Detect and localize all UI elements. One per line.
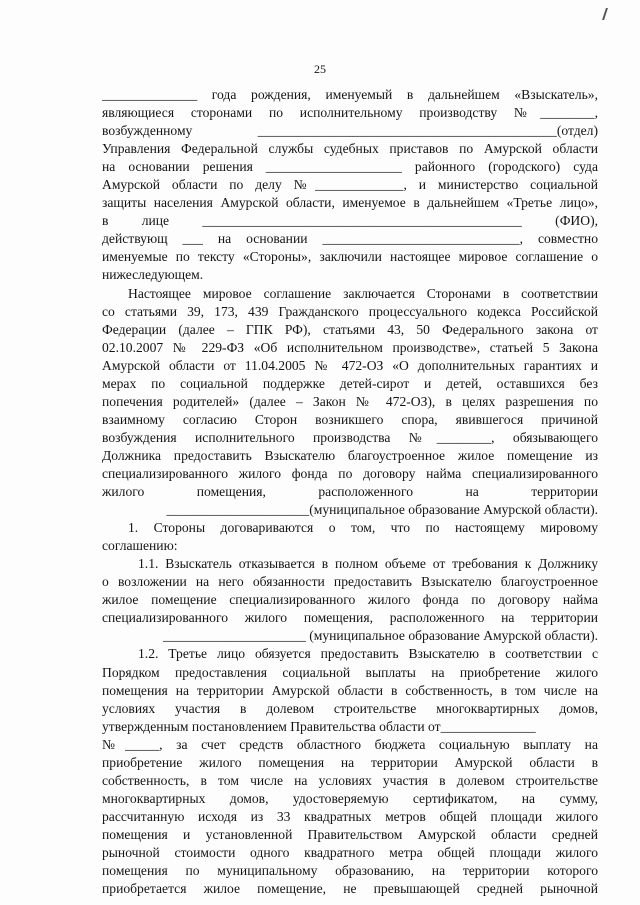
text-line: со статьями 39, 173, 439 Гражданского процессуального кодекса Российской: [102, 303, 598, 319]
text-line: о возложении на него обязанности предоставить Взыскателю благоустроенное: [102, 574, 598, 590]
text-line: №_____, за счет средств областного бюджета социальную выплату на: [102, 736, 598, 752]
text-line: _____________________(муниципальное образование Амурской области).: [166, 502, 598, 518]
text-line: являющиеся сторонами по исполнительному производству №________,: [102, 105, 598, 121]
text-line: помещения по муниципальному образованию, на территории которого: [102, 863, 598, 879]
text-line: помещения и установленной Правительством Амурской области средней: [102, 826, 598, 842]
text-line: Должника предоставить Взыскателю благоустроенное жилое помещение из: [102, 447, 598, 463]
text-line: Амурской области от 11.04.2005 № 472-ОЗ «О дополнительных гарантиях и: [102, 357, 598, 373]
text-line: рассчитанную исходя из 33 квадратных метров общей площади жилого: [102, 808, 598, 824]
text-line: Порядком предоставления социальной выплаты на приобретение жилого: [102, 664, 598, 680]
text-line: на основании решения ____________________ районного (городского) суда: [102, 159, 598, 175]
text-line: именуемые по тексту «Стороны», заключили настоящее мировое соглашение о: [102, 249, 598, 265]
text-line: попечения родителей» (далее – Закон № 472-ОЗ), в целях разрешения по: [102, 393, 598, 409]
text-line: специализированного жилого фонда по договору найма специализированного: [102, 465, 598, 481]
page-number: 25: [314, 62, 326, 76]
text-line: мерах по социальной поддержке детей-сирот и детей, оставшихся без: [102, 375, 598, 391]
text-line: возбужденному ____________________________________________(отдел): [102, 123, 598, 139]
text-line: жилое помещение специализированного жилого фонда по договору найма: [102, 592, 598, 608]
agreement-text: [102, 86, 598, 898]
text-line: возбуждения исполнительного производства №________, обязывающего: [102, 429, 598, 445]
text-line: утвержденным постановлением Правительства области от______________: [102, 718, 536, 734]
text-line: _____________________ (муниципальное образование Амурской области).: [163, 628, 598, 644]
text-line: Управления Федеральной службы судебных приставов по Амурской области: [102, 141, 598, 157]
clause-1-2: 1.2. Третье лицо обязуется предоставить Взыскателю в соответствии с: [138, 646, 598, 662]
text-line: специализированного жилого помещения, расположенного на территории: [102, 610, 598, 626]
clause-1: 1. Стороны договариваются о том, что по настоящему мировому: [128, 520, 598, 536]
pen-mark: [602, 8, 613, 20]
text-line: нижеследующем.: [102, 267, 204, 283]
text-line: рыночной стоимости одного квадратного метра общей площади жилого: [102, 844, 598, 860]
paragraph-start: Настоящее мировое соглашение заключается Сторонами в соответствии: [128, 285, 598, 301]
text-line: соглашению:: [102, 538, 178, 554]
text-line: действующ ___ на основании _____________________________, совместно: [102, 231, 598, 247]
text-line: приобретается жилое помещение, не превышающей средней рыночной: [102, 881, 598, 897]
text-line: многоквартирных домов, удостоверяемую сертификатом, на сумму,: [102, 790, 598, 806]
text-line: помещения на территории Амурской области в собственность, в том числе на: [102, 682, 598, 698]
text-line: защиты населения Амурской области, именуемое в дальнейшем «Третье лицо»,: [102, 195, 598, 211]
text-line: взаимному согласию Сторон возникшего спора, явившегося причиной: [102, 411, 598, 427]
text-line: ______________ года рождения, именуемый в дальнейшем «Взыскатель»,: [102, 87, 598, 102]
text-line: приобретение жилого помещения на территории Амурской области в: [102, 754, 598, 770]
text-line: 02.10.2007 № 229-ФЗ «Об исполнительном производстве», статьей 5 Закона: [102, 339, 598, 355]
text-line: жилого помещения, расположенного на территории: [102, 484, 598, 500]
text-line: Амурской области по делу №_____________, и министерство социальной: [102, 177, 598, 193]
text-line: собственность, в том числе на условиях участия в долевом строительстве: [102, 772, 598, 788]
clause-1-1: 1.1. Взыскатель отказывается в полном объеме от требования к Должнику: [138, 556, 598, 572]
text-line: в лице _______________________________________________ (ФИО),: [102, 213, 598, 229]
text-line: условиях участия в долевом строительстве многоквартирных домов,: [102, 700, 598, 716]
text-line: Федерации (далее – ГПК РФ), статьями 43, 50 Федерального закона от: [102, 321, 598, 337]
